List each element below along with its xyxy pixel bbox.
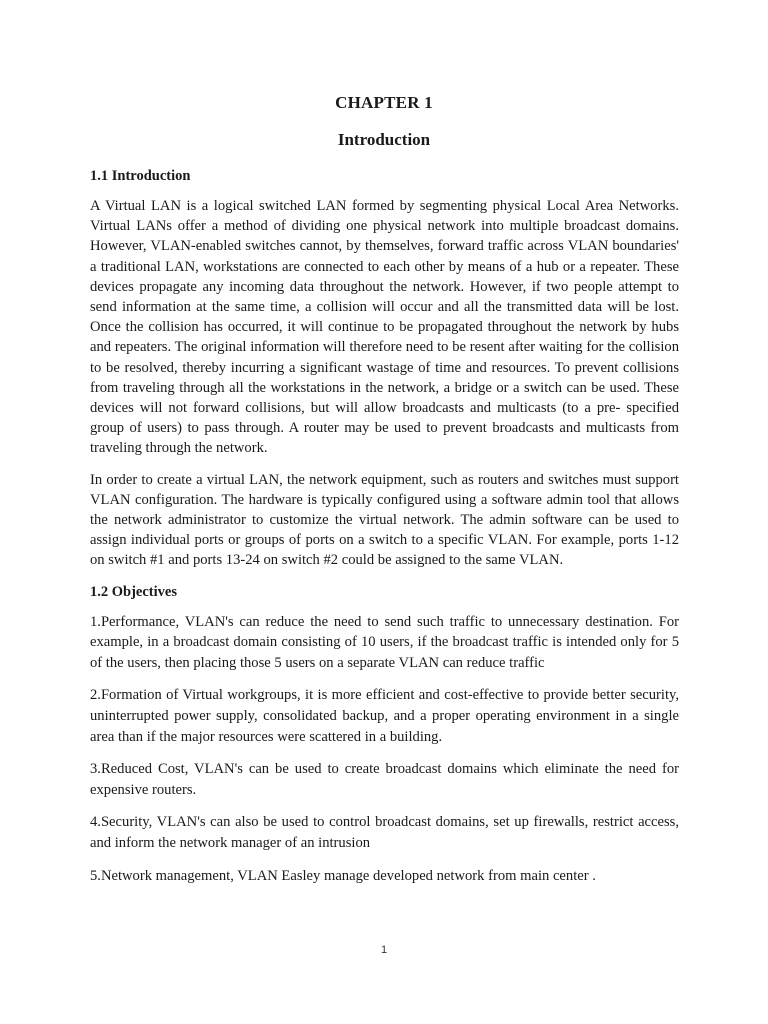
objective-item: 4.Security, VLAN's can also be used to control broadcast domains, set up firewalls, restrict access, and inform the network manager of an intrusion <box>90 814 679 851</box>
page-number: 1 <box>380 944 388 956</box>
objective-item: 3.Reduced Cost, VLAN's can be used to create broadcast domains which eliminate the need for expensive routers. <box>90 761 679 798</box>
objective-item: 5.Network management, VLAN Easley manage developed network from main center . <box>90 867 596 884</box>
section-heading: 1.1 Introduction <box>90 168 191 184</box>
section-introduction <box>90 166 679 571</box>
document-body <box>90 166 679 898</box>
chapter-title: Introduction <box>337 130 431 149</box>
chapter-label: CHAPTER 1 <box>335 93 433 112</box>
objective-item: 2.Formation of Virtual workgroups, it is more efficient and cost-effective to provide better security, uninterrupted power supply, consolidated backup, and a proper operating environment in a single area than if the major resources were scattered in a building. <box>90 687 679 745</box>
objective-item: 1.Performance, VLAN's can reduce the need to send such traffic to unnecessary destination. For example, in a broadcast domain consisting of 10 users, if the broadcast traffic is intended only for 5 of the users, then placing those 5 users on a separate VLAN can reduce traffic <box>90 613 679 671</box>
section-objectives <box>90 582 679 887</box>
paragraph: In order to create a virtual LAN, the network equipment, such as routers and switches must support VLAN configuration. The hardware is typically configured using a software admin tool that allows the network administrator to customize the virtual network. The admin software can be used to assign individual ports or groups of ports on a switch to a specific VLAN. For example, ports 1-12 on switch #1 and ports 13-24 on switch #2 could be assigned to the same VLAN. <box>90 471 679 569</box>
paragraph: A Virtual LAN is a logical switched LAN formed by segmenting physical Local Area Networks. Virtual LANs offer a method of dividing one physical network into multiple broadcast domains. However, VLAN-enabled switches cannot, by themselves, forward traffic across VLAN boundaries' a traditional LAN, workstations are connected to each other by means of a hub or a repeater. These devices propagate any incoming data throughout the network. However, if two people attempt to send information at the same time, a collision will occur and all the transmitted data will be lost. Once the collision has occurred, it will continue to be propagated throughout the network by hubs and repeaters. The original information will therefore need to be resent after waiting for the collision to be resolved, thereby incurring a significant wastage of time and resources. To prevent collisions from traveling through all the workstations in the network, a bridge or a switch can be used. These devices will not forward collisions, but will allow broadcasts and multicasts (to a pre- specified group of users) to pass through. A router may be used to prevent broadcasts and multicasts from traveling through the network. <box>90 198 679 457</box>
section-heading: 1.2 Objectives <box>90 583 177 600</box>
